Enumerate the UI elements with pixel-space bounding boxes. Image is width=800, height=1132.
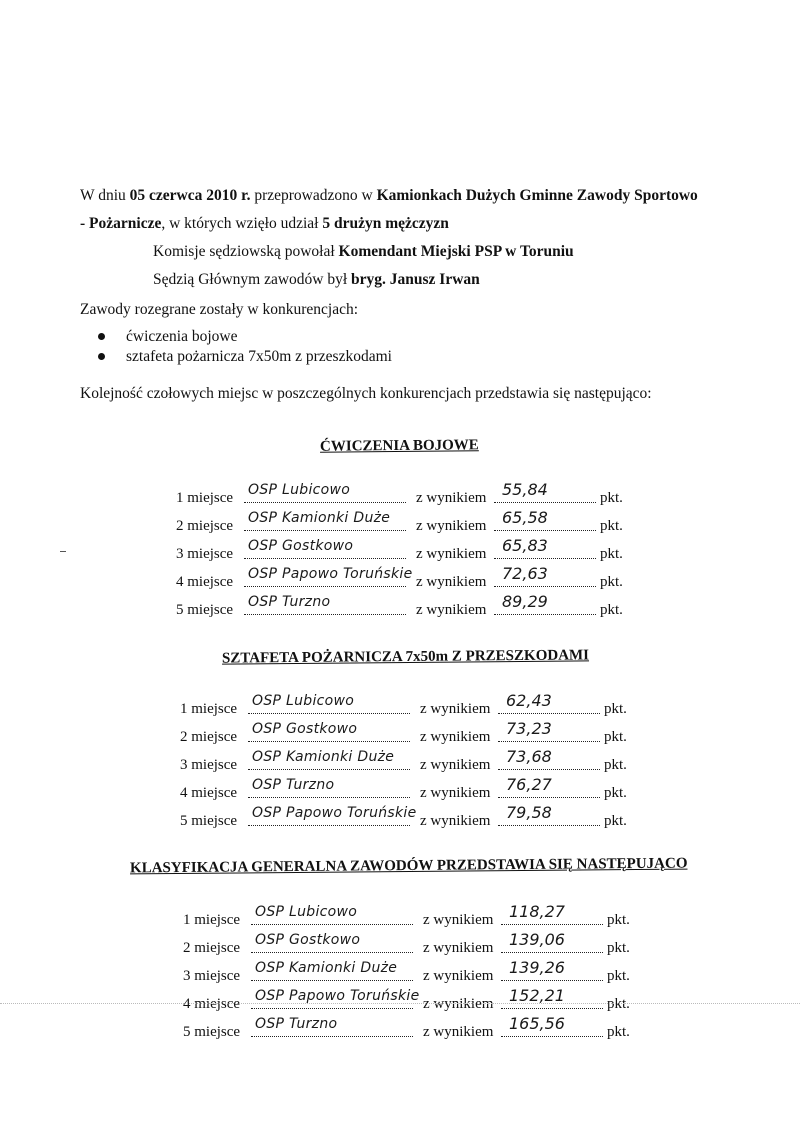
team-name: OSP Lubicowo xyxy=(248,482,351,498)
result-label: z wynikiem xyxy=(420,701,491,717)
scan-artifact-line xyxy=(0,1003,800,1004)
place-suffix: miejsce xyxy=(194,1024,241,1040)
place-suffix: miejsce xyxy=(187,574,234,590)
results-list-sztafeta xyxy=(180,689,640,829)
intro-line-2 xyxy=(80,214,449,234)
points-unit: pkt. xyxy=(607,996,630,1012)
team-field xyxy=(251,956,413,981)
result-label: z wynikiem xyxy=(423,968,494,984)
intro-line-3 xyxy=(153,242,574,262)
event-type: - Pożarnicze xyxy=(80,215,162,232)
result-label: z wynikiem xyxy=(416,518,487,534)
place-number: 3 xyxy=(180,757,188,773)
result-row xyxy=(180,745,640,773)
points-unit: pkt. xyxy=(604,813,627,829)
result-label: z wynikiem xyxy=(416,490,487,506)
place-suffix: miejsce xyxy=(191,729,238,745)
result-row xyxy=(180,717,640,745)
points-unit: pkt. xyxy=(600,490,623,506)
team-name: OSP Gostkowo xyxy=(255,932,361,948)
place-suffix: miejsce xyxy=(187,546,234,562)
result-value: 76,27 xyxy=(506,775,552,794)
competition-name: ćwiczenia bojowe xyxy=(126,328,238,345)
intro-text: Komisje sędziowską powołał xyxy=(153,243,339,260)
points-unit: pkt. xyxy=(600,546,623,562)
result-field xyxy=(498,717,600,742)
result-row xyxy=(183,928,643,956)
place-number: 1 xyxy=(183,912,191,928)
result-label: z wynikiem xyxy=(420,729,491,745)
section-title-sztafeta: SZTAFETA POŻARNICZA 7x50m Z PRZESZKODAMI xyxy=(221,647,590,667)
team-field xyxy=(244,478,406,503)
list-item xyxy=(96,327,392,347)
result-row xyxy=(176,562,636,590)
result-row xyxy=(176,590,636,618)
result-row xyxy=(180,801,640,829)
team-name: OSP Papowo Toruńskie xyxy=(252,805,417,821)
event-place: Kamionkach Dużych Gminne Zawody Sportowo xyxy=(376,187,698,204)
result-field xyxy=(498,745,600,770)
result-field xyxy=(498,689,600,714)
result-value: 152,21 xyxy=(509,986,565,1005)
result-value: 89,29 xyxy=(502,592,548,611)
points-unit: pkt. xyxy=(604,785,627,801)
place-suffix: miejsce xyxy=(194,996,241,1012)
result-field xyxy=(501,956,603,981)
intro-line-1 xyxy=(80,186,698,206)
team-name: OSP Kamionki Duże xyxy=(252,749,395,765)
team-name: OSP Turzno xyxy=(248,594,331,610)
result-label: z wynikiem xyxy=(423,940,494,956)
result-row xyxy=(176,506,636,534)
result-row xyxy=(183,900,643,928)
intro-line-4 xyxy=(153,270,480,290)
team-count: 5 drużyn mężczyzn xyxy=(322,215,449,232)
result-label: z wynikiem xyxy=(416,602,487,618)
points-unit: pkt. xyxy=(604,729,627,745)
result-value: 139,06 xyxy=(509,930,565,949)
result-value: 79,58 xyxy=(506,803,552,822)
result-row xyxy=(183,984,643,1012)
team-field xyxy=(251,984,420,1009)
place-suffix: miejsce xyxy=(194,968,241,984)
intro-text: przeprowadzono w xyxy=(250,187,377,204)
committee-appointer: Komendant Miejski PSP w Toruniu xyxy=(338,243,574,260)
result-field xyxy=(498,801,600,826)
team-field xyxy=(248,717,410,742)
points-unit: pkt. xyxy=(604,757,627,773)
result-row xyxy=(180,773,640,801)
result-value: 73,23 xyxy=(506,719,552,738)
scan-mark xyxy=(60,551,66,552)
place-suffix: miejsce xyxy=(194,940,241,956)
result-value: 165,56 xyxy=(509,1014,565,1033)
place-number: 2 xyxy=(176,518,184,534)
place-number: 5 xyxy=(183,1024,191,1040)
team-field xyxy=(244,534,406,559)
team-name: OSP Lubicowo xyxy=(252,693,355,709)
points-unit: pkt. xyxy=(607,968,630,984)
team-field xyxy=(244,506,406,531)
result-field xyxy=(494,506,596,531)
result-label: z wynikiem xyxy=(420,785,491,801)
points-unit: pkt. xyxy=(607,1024,630,1040)
place-number: 1 xyxy=(176,490,184,506)
points-unit: pkt. xyxy=(607,940,630,956)
list-item xyxy=(96,347,392,367)
place-suffix: miejsce xyxy=(187,490,234,506)
result-row xyxy=(176,534,636,562)
team-name: OSP Kamionki Duże xyxy=(248,510,391,526)
section-title-cwiczenia: ĆWICZENIA BOJOWE xyxy=(319,437,479,455)
result-label: z wynikiem xyxy=(420,757,491,773)
team-field xyxy=(248,773,410,798)
result-field xyxy=(501,984,603,1009)
bullet-icon xyxy=(98,353,105,360)
result-value: 73,68 xyxy=(506,747,552,766)
place-number: 4 xyxy=(180,785,188,801)
place-suffix: miejsce xyxy=(191,785,238,801)
place-number: 4 xyxy=(183,996,191,1012)
points-unit: pkt. xyxy=(607,912,630,928)
team-name: OSP Gostkowo xyxy=(248,538,354,554)
team-field xyxy=(244,562,413,587)
team-field xyxy=(251,900,413,925)
intro-text: , w których wzięło udział xyxy=(161,215,323,232)
competition-name: sztafeta pożarnicza 7x50m z przeszkodami xyxy=(126,348,392,365)
chief-judge: bryg. Janusz Irwan xyxy=(351,271,480,288)
result-field xyxy=(501,900,603,925)
result-field xyxy=(494,590,596,615)
place-number: 4 xyxy=(176,574,184,590)
points-unit: pkt. xyxy=(600,518,623,534)
result-field xyxy=(494,562,596,587)
place-number: 3 xyxy=(183,968,191,984)
team-name: OSP Papowo Toruńskie xyxy=(248,566,413,582)
place-label xyxy=(176,596,233,624)
team-field xyxy=(248,745,410,770)
result-value: 72,63 xyxy=(502,564,548,583)
team-name: OSP Lubicowo xyxy=(255,904,358,920)
result-field xyxy=(498,773,600,798)
team-field xyxy=(244,590,406,615)
result-value: 65,83 xyxy=(502,536,548,555)
competition-list xyxy=(96,327,392,367)
place-suffix: miejsce xyxy=(191,813,238,829)
place-number: 5 xyxy=(176,602,184,618)
result-label: z wynikiem xyxy=(420,813,491,829)
place-suffix: miejsce xyxy=(187,602,234,618)
place-number: 1 xyxy=(180,701,188,717)
place-number: 5 xyxy=(180,813,188,829)
place-suffix: miejsce xyxy=(191,757,238,773)
intro-text: Sędzią Głównym zawodów był xyxy=(153,271,352,288)
place-number: 3 xyxy=(176,546,184,562)
team-name: OSP Kamionki Duże xyxy=(255,960,398,976)
result-label: z wynikiem xyxy=(423,912,494,928)
event-date: 05 czerwca 2010 r. xyxy=(129,187,251,204)
bullet-icon xyxy=(98,333,105,340)
result-value: 55,84 xyxy=(502,480,548,499)
result-value: 139,26 xyxy=(509,958,565,977)
team-name: OSP Turzno xyxy=(252,777,335,793)
place-suffix: miejsce xyxy=(187,518,234,534)
result-label: z wynikiem xyxy=(416,546,487,562)
intro-line-6: Kolejność czołowych miejsc w poszczególnych konkurencjach przedstawia się następująco: xyxy=(80,385,652,402)
place-suffix: miejsce xyxy=(191,701,238,717)
team-field xyxy=(248,801,417,826)
result-value: 118,27 xyxy=(509,902,565,921)
result-field xyxy=(501,1012,603,1037)
result-row xyxy=(176,478,636,506)
points-unit: pkt. xyxy=(604,701,627,717)
team-field xyxy=(248,689,410,714)
points-unit: pkt. xyxy=(600,574,623,590)
team-name: OSP Papowo Toruńskie xyxy=(255,988,420,1004)
result-row xyxy=(183,1012,643,1040)
intro-text: W dniu xyxy=(80,187,130,204)
points-unit: pkt. xyxy=(600,602,623,618)
result-field xyxy=(501,928,603,953)
place-number: 2 xyxy=(180,729,188,745)
result-value: 62,43 xyxy=(506,691,552,710)
team-field xyxy=(251,928,413,953)
place-suffix: miejsce xyxy=(194,912,241,928)
result-label: z wynikiem xyxy=(423,996,494,1012)
result-value: 65,58 xyxy=(502,508,548,527)
result-label: z wynikiem xyxy=(423,1024,494,1040)
section-title-klasyfikacja: KLASYFIKACJA GENERALNA ZAWODÓW PRZEDSTAWIA SIĘ NASTĘPUJĄCO xyxy=(129,855,688,877)
result-field xyxy=(494,478,596,503)
place-number: 2 xyxy=(183,940,191,956)
result-row xyxy=(183,956,643,984)
result-field xyxy=(494,534,596,559)
team-field xyxy=(251,1012,413,1037)
intro-line-5: Zawody rozegrane zostały w konkurencjach: xyxy=(80,301,359,318)
result-label: z wynikiem xyxy=(416,574,487,590)
results-list-cwiczenia xyxy=(176,478,636,618)
result-row xyxy=(180,689,640,717)
place-label xyxy=(183,1018,240,1046)
team-name: OSP Turzno xyxy=(255,1016,338,1032)
team-name: OSP Gostkowo xyxy=(252,721,358,737)
results-list-klasyfikacja xyxy=(183,900,643,1040)
place-label xyxy=(180,807,237,835)
